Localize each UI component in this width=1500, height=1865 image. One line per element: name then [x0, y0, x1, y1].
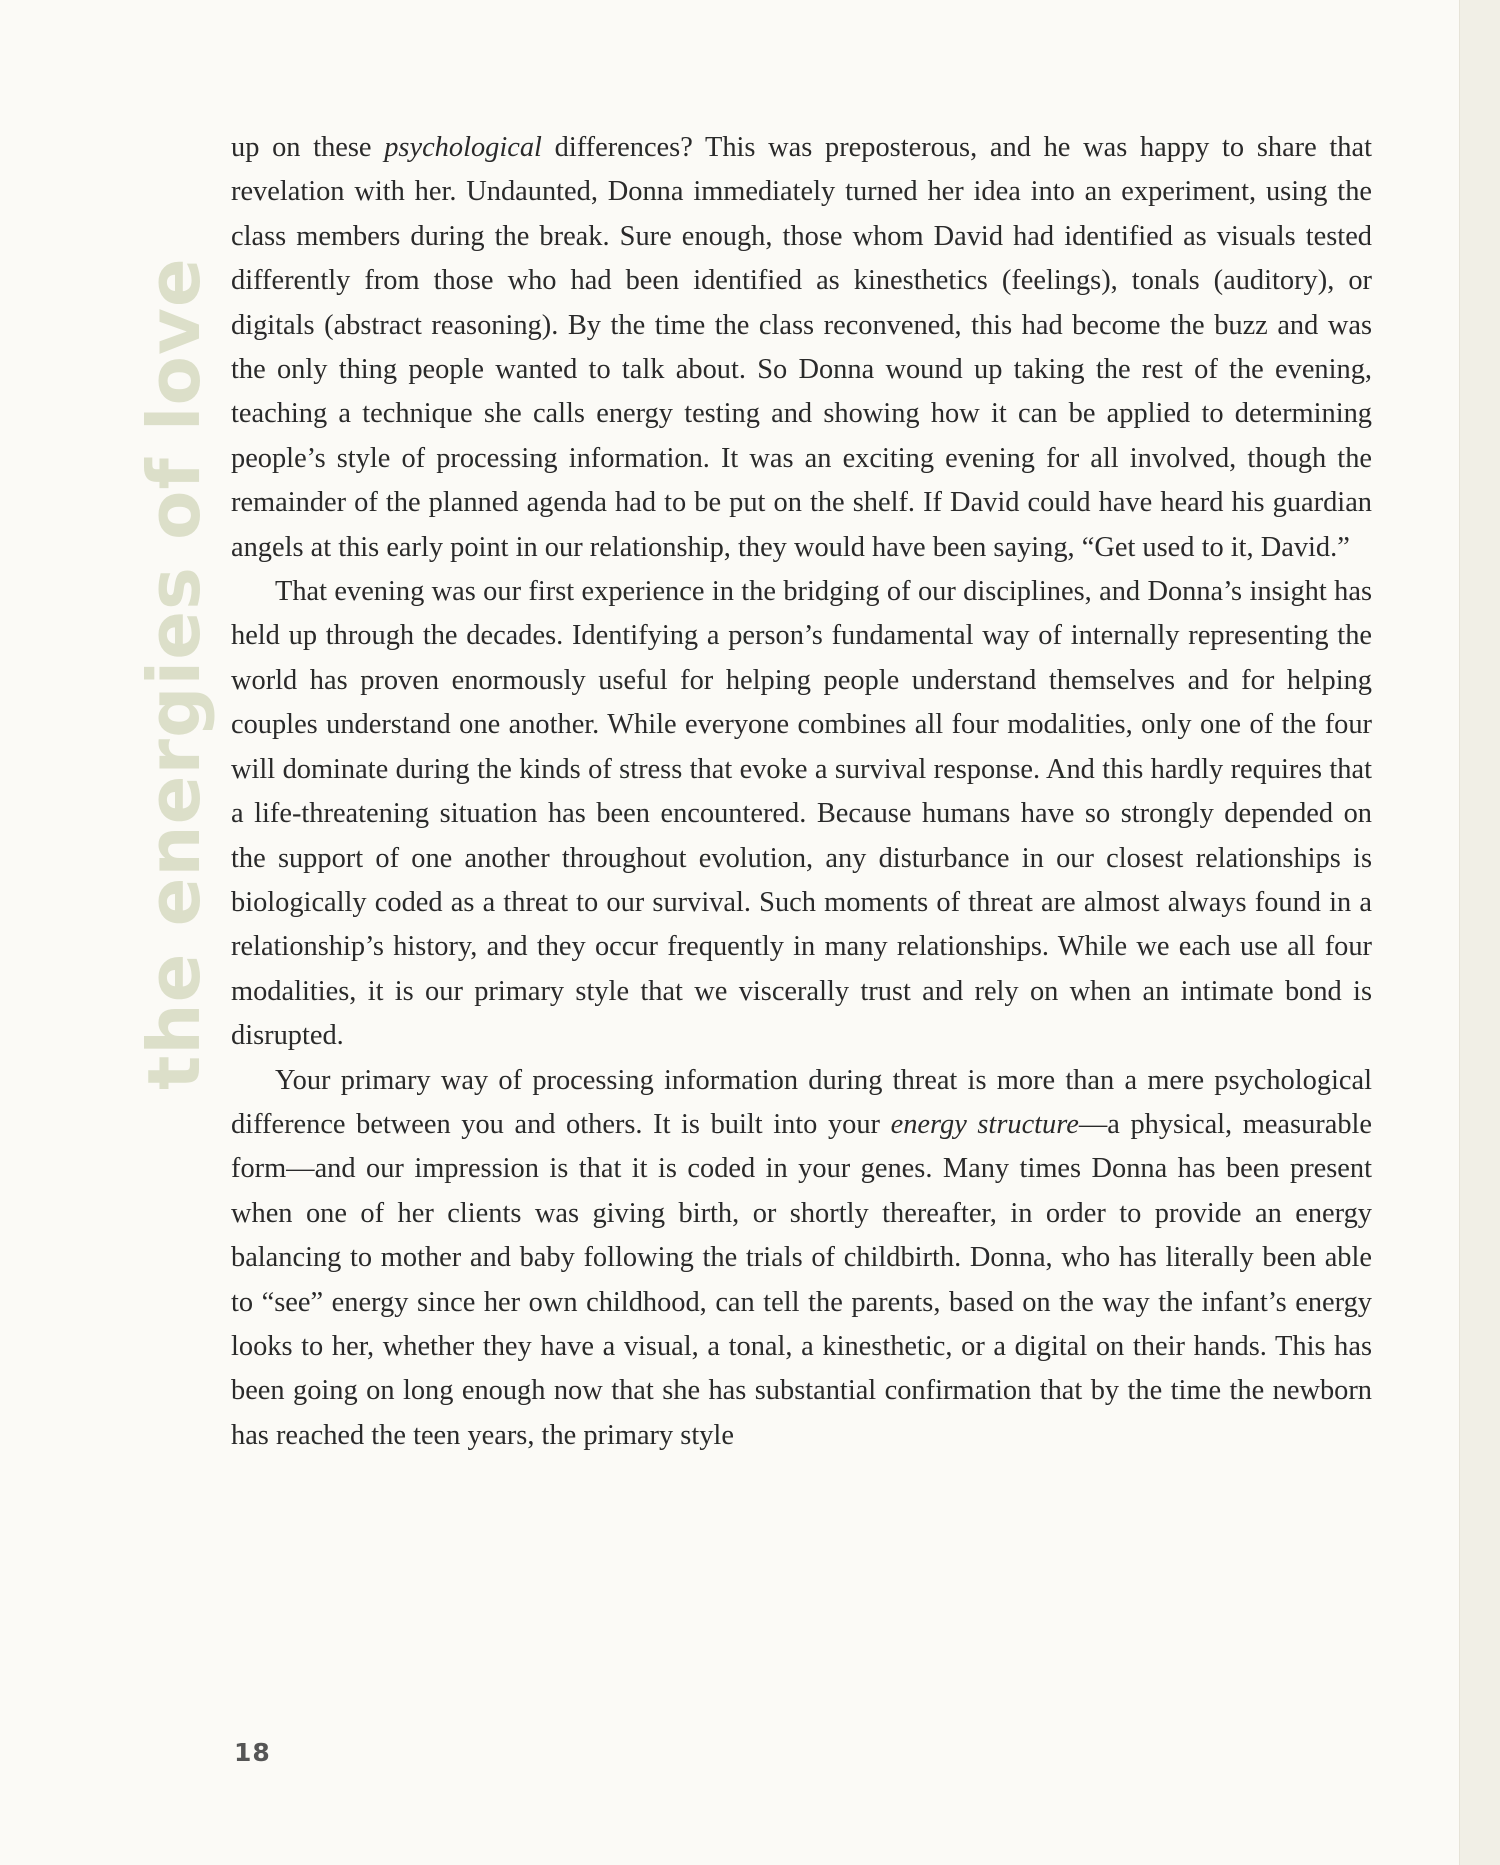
page-number: 18: [234, 1738, 271, 1767]
emphasis-text: energy structure: [890, 1108, 1079, 1140]
paragraph: [231, 126, 1372, 570]
body-text: [231, 126, 1372, 1458]
paragraph-text: —a physical, measurable form—and our impression is that it is coded in your genes. Many times Donna has been present when one of her clients was giving birth, or shortly thereafter, in order to provide an energy balancing to mother and baby following the trials of childbirth. Donna, who has literally been able to “see” energy since her own childhood, can tell the parents, based on the way the infant’s energy looks to her, whether they have a visual, a tonal, a kinesthetic, or a digital on their hands. This has been going on long enough now that she has substantial confirmation that by the time the newborn has reached the teen years, the primary style: [231, 1108, 1373, 1451]
page-edge: [1459, 0, 1500, 1865]
paragraph-text: Your primary way of processing information during threat is more than a mere psychological difference between you and others. It is built into your: [231, 1064, 1372, 1140]
paragraph: [231, 1059, 1372, 1459]
paragraph-text: differences? This was preposterous, and he was happy to share that revelation with her. Undaunted, Donna immediately turned her idea into an experiment, using the class members during the break. Sure enough, those whom David had identified as visuals tested differently from those who had been identified as kinesthetics (feelings), tonals (auditory), or digitals (abstract reasoning). By the time the class reconvened, this had become the buzz and was the only thing people wanted to talk about. So Donna wound up taking the rest of the evening, teaching a technique she calls energy testing and showing how it can be applied to determining people’s style of processing information. It was an exciting evening for all involved, though the remainder of the planned agenda had to be put on the shelf. If David could have heard his guardian angels at this early point in our relationship, they would have been saying, “Get used to it, David.”: [231, 132, 1372, 563]
paragraph-text: up on these: [231, 132, 385, 163]
emphasis-text: psychological: [384, 132, 542, 163]
running-head: the energies of love: [132, 257, 216, 1090]
paragraph: That evening was our first experience in the bridging of our disciplines, and Donna’s insight has held up through the decades. Identifying a person’s fundamental way of internally representing the world has proven enormously useful for helping people understand themselves and for helping couples understand one another. While everyone combines all four modalities, only one of the four will dominate during the kinds of stress that evoke a survival response. And this hardly requires that a life-threatening situation has been encountered. Because humans have so strongly depended on the support of one another throughout evolution, any disturbance in our closest relationships is biologically coded as a threat to our survival. Such moments of threat are almost always found in a relationship’s history, and they occur frequently in many relationships. While we each use all four modalities, it is our primary style that we viscerally trust and rely on when an intimate bond is disrupted.: [231, 576, 1372, 1052]
